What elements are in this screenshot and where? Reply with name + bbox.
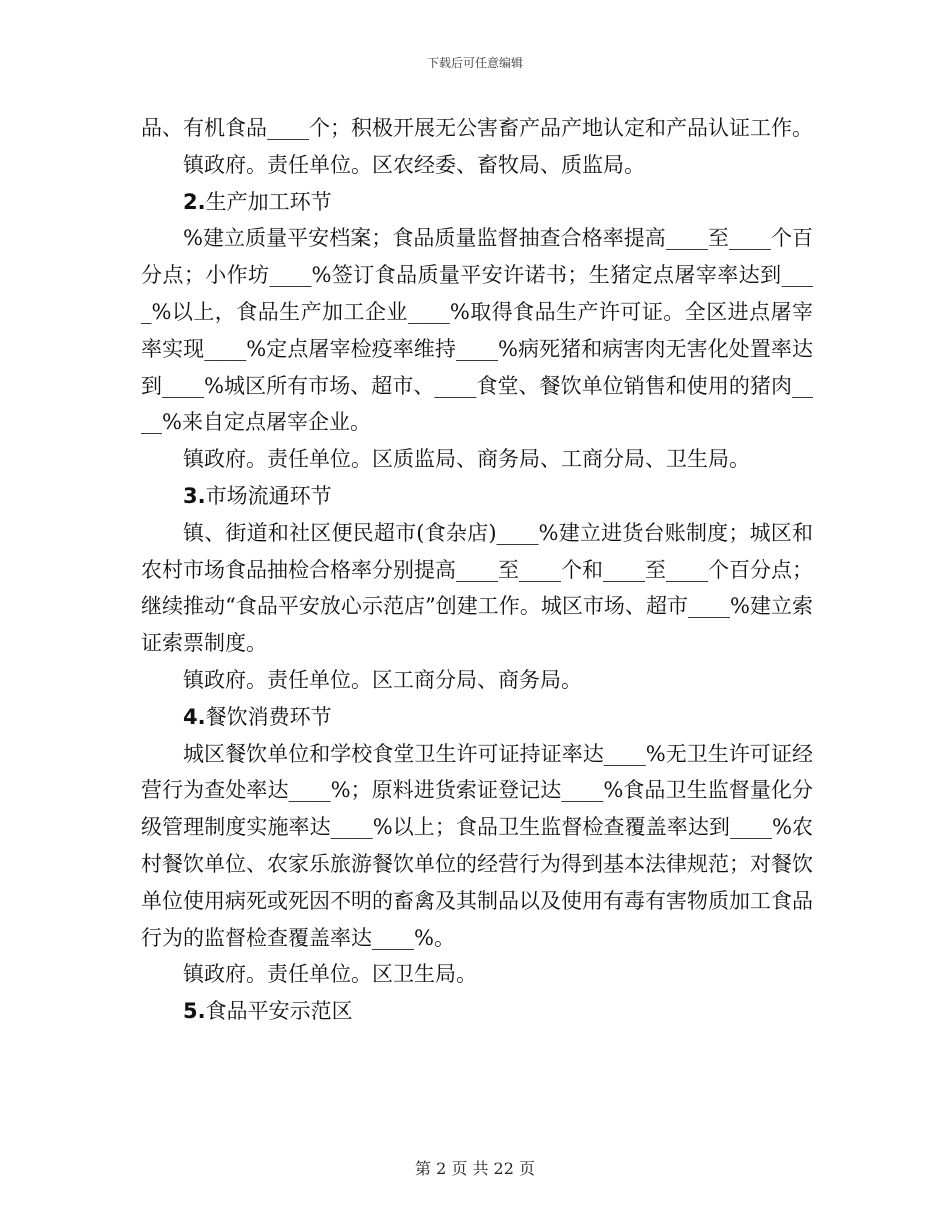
section-heading [141,993,813,1030]
paragraph: 镇政府。责任单位。区农经委、畜牧局、质监局。 [183,152,645,177]
paragraph: 镇政府。责任单位。区工商分局、商务局。 [183,667,582,692]
paragraph: 城区餐饮单位和学校食堂卫生许可证持证率达____%无卫生许可证经营行为查处率达____%；原料进货索证登记达____%食品卫生监督量化分级管理制度实施率达____%以上；食品卫生监督检查覆盖率达到____%农村餐饮单位、农家乐旅游餐饮单位的经营行为得到基本法律规范；对餐饮单位使用病死或死因不明的畜禽及其制品以及使用有毒有害物质加工食品行为的监督检查覆盖率达____%。 [141,741,813,950]
section-title: 生产加工环节 [205,189,332,214]
section-heading [141,699,813,736]
page-footer: 第 2 页 共 22 页 [415,1159,535,1178]
paragraph: 镇、街道和社区便民超市(食杂店)____%建立进货台账制度；城区和农村市场食品抽检合格率分别提高____至____个和____至____个百分点；继续推动“食品平安放心示范店”创建工作。城区市场、超市____%建立索证索票制度。 [141,520,813,656]
paragraph: 品、有机食品____个；积极开展无公害畜产品产地认定和产品认证工作。 [141,116,813,140]
section-title: 市场流通环节 [205,483,332,508]
section-heading [141,478,813,515]
paragraph: 镇政府。责任单位。区卫生局。 [183,962,477,987]
section-number: 4. [183,704,206,729]
section-number: 5. [183,999,206,1024]
document-body [141,110,813,1030]
section-title: 食品平安示范区 [205,999,353,1024]
section-heading [141,184,813,221]
section-number: 3. [183,483,206,508]
paragraph: 镇政府。责任单位。区质监局、商务局、工商分局、卫生局。 [183,447,750,472]
page-header: 下载后可任意编辑 [426,56,523,70]
section-title: 餐饮消费环节 [205,704,332,729]
paragraph: %建立质量平安档案；食品质量监督抽查合格率提高____至____个百分点；小作坊____%签订食品质量平安许诺书；生猪定点屠宰率达到____%以上，食品生产加工企业____%取得食品生产许可证。全区进点屠宰率实现____%定点屠宰检疫率维持____%病死猪和病害肉无害化处置率达到____%城区所有市场、超市、____食堂、餐饮单位销售和使用的猪肉____%来自定点屠宰企业。 [141,226,813,435]
section-number: 2. [183,189,206,214]
